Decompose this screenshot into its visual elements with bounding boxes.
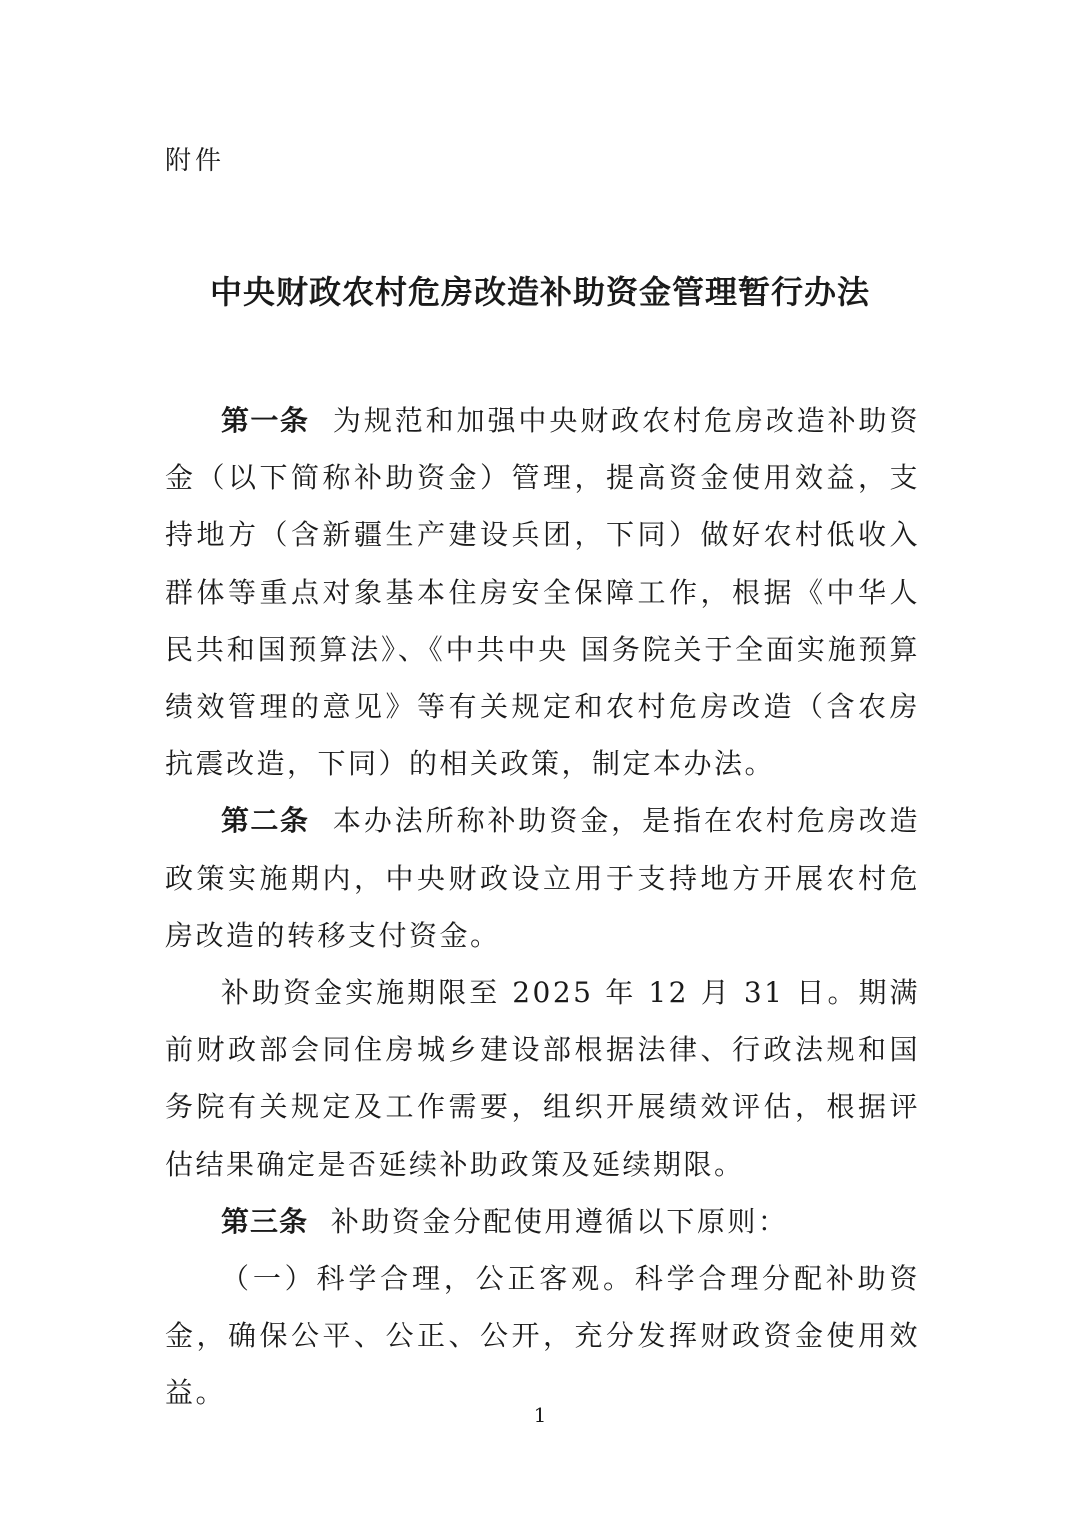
paragraph-principle-1 — [165, 1250, 920, 1422]
article-text: 为规范和加强中央财政农村危房改造补助资金（以下简称补助资金）管理，提高资金使用效益，支持地方（含新疆生产建设兵团，下同）做好农村低收入群体等重点对象基本住房安全保障工作，根据《中华人民共和国预算法》、《中共中央 国务院关于全面实施预算绩效管理的意见》等有关规定和农村危房改造（含农房抗震改造，下同）的相关政策，制定本办法。 — [165, 404, 920, 781]
paragraph-article-2-cont — [165, 964, 920, 1193]
article-heading: 第三条 — [221, 1204, 309, 1238]
document-title: 中央财政农村危房改造补助资金管理暂行办法 — [209, 273, 870, 311]
paragraph-article-1 — [165, 392, 920, 792]
article-text: 本办法所称补助资金，是指在农村危房改造政策实施期内，中央财政设立用于支持地方开展农村危房改造的转移支付资金。 — [165, 804, 920, 952]
article-text: 补助资金分配使用遵循以下原则： — [330, 1204, 789, 1238]
page-number: 1 — [533, 1403, 547, 1427]
document-body — [165, 392, 920, 1422]
article-heading: 第一条 — [221, 404, 310, 437]
paragraph-article-2 — [165, 792, 920, 964]
attachment-label: 附件 — [165, 146, 226, 176]
paragraph-article-3 — [165, 1193, 920, 1250]
article-text: 补助资金实施期限至 2025 年 12 月 31 日。期满前财政部会同住房城乡建设部根据法律、行政法规和国务院有关规定及工作需要，组织开展绩效评估，根据评估结果确定是否延续补助政策及延续期限。 — [165, 976, 920, 1181]
article-text: （一）科学合理，公正客观。科学合理分配补助资金，确保公平、公正、公开，充分发挥财政资金使用效益。 — [165, 1262, 920, 1410]
article-heading: 第二条 — [221, 804, 310, 838]
